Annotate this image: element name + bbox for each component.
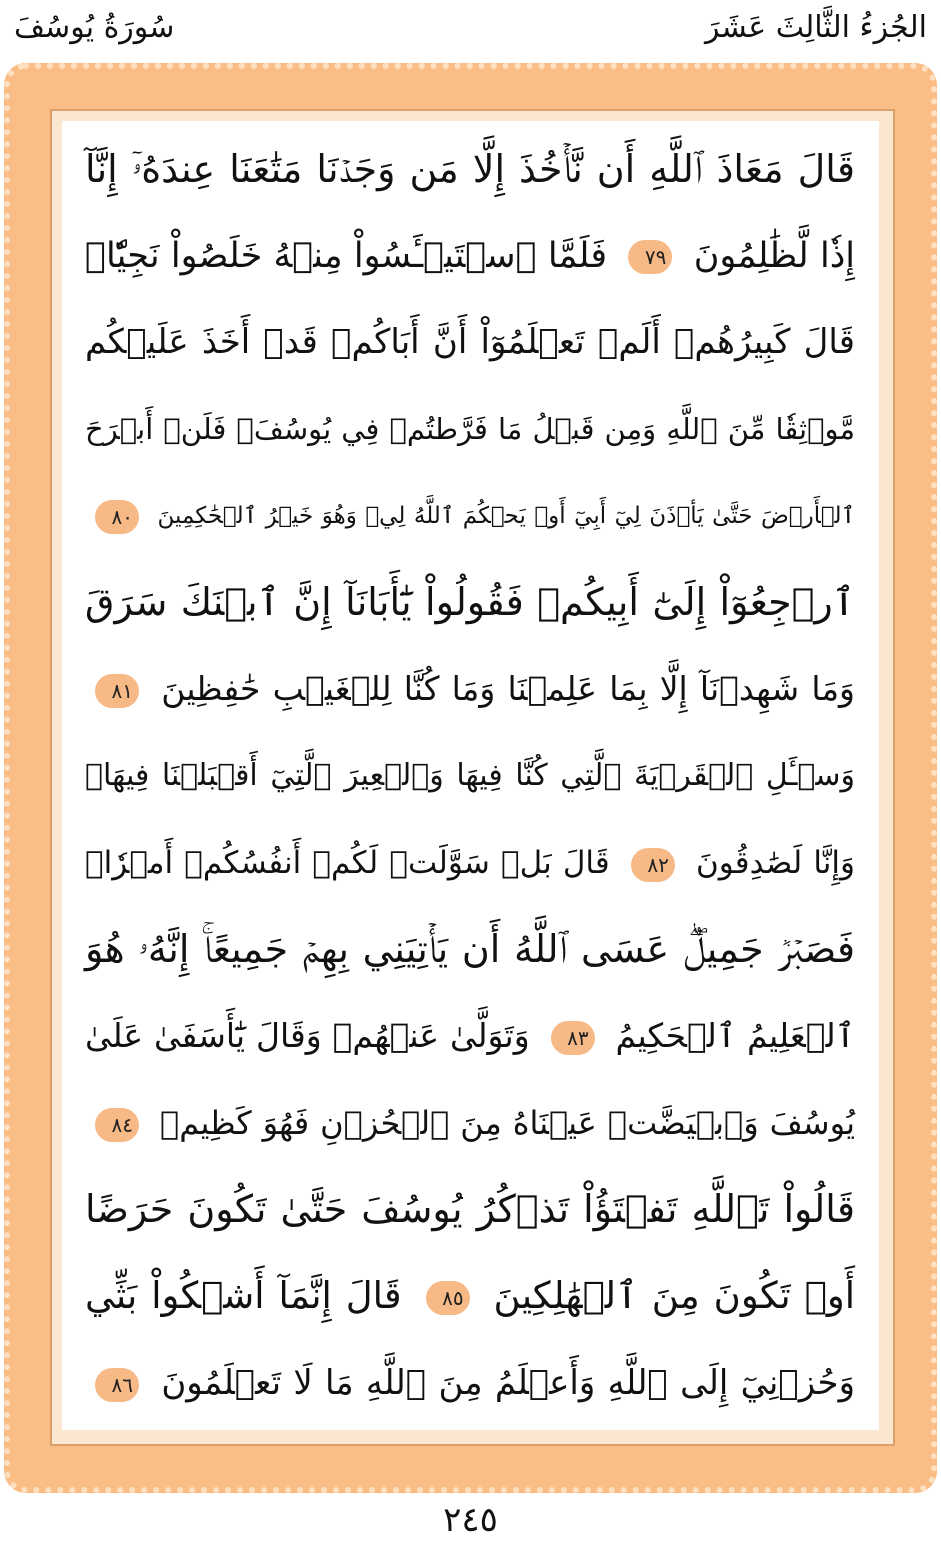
verse-text: قَالُواْ تَٱللَّهِ تَفۡتَؤُاْ تَذۡكُرُ يُوسُفَ حَتَّىٰ تَكُونَ حَرَضًا bbox=[85, 1187, 855, 1231]
surah-name: سُورَةُ يُوسُفَ bbox=[14, 10, 175, 45]
text-line-9 bbox=[85, 823, 855, 903]
verse-text: فَلَمَّا ٱسۡتَيۡـَٔسُواْ مِنۡهُ خَلَصُواْ نَجِيّٗاۖ bbox=[85, 236, 608, 276]
verse-text: قَالَ إِنَّمَآ أَشۡكُواْ بَثِّي bbox=[85, 1274, 402, 1317]
text-line-3 bbox=[85, 302, 855, 382]
text-line-7 bbox=[85, 649, 855, 729]
text-line-1 bbox=[85, 129, 855, 209]
ayah-number-marker: ٨٥ bbox=[426, 1281, 470, 1315]
verse-text: قَالَ بَلۡ سَوَّلَتۡ لَكُمۡ أَنفُسُكُمۡ أَمۡرٗاۖ bbox=[85, 845, 610, 881]
verse-text: قَالَ كَبِيرُهُمۡ أَلَمۡ تَعۡلَمُوٓاْ أَنَّ أَبَاكُمۡ قَدۡ أَخَذَ عَلَيۡكُم bbox=[85, 322, 855, 362]
text-line-12 bbox=[85, 1083, 855, 1163]
verse-text: وَحُزۡنِيٓ إِلَى ٱللَّهِ وَأَعۡلَمُ مِنَ ٱللَّهِ مَا لَا تَعۡلَمُونَ bbox=[161, 1363, 855, 1403]
verse-text: ٱرۡجِعُوٓاْ إِلَىٰٓ أَبِيكُمۡ فَقُولُواْ يَٰٓأَبَانَآ إِنَّ ٱبۡنَكَ سَرَقَ bbox=[85, 580, 855, 624]
page-header bbox=[0, 0, 941, 60]
verse-text: وَإِنَّا لَصَٰدِقُونَ bbox=[695, 845, 855, 881]
verse-text: ٱلۡأَرۡضَ حَتَّىٰ يَأۡذَنَ لِيٓ أَبِيٓ أَوۡ يَحۡكُمَ ٱللَّهُ لِيۖ وَهُوَ خَيۡرُ ٱلۡحَٰكِمِينَ bbox=[157, 503, 855, 529]
verse-text: ٱلۡعَلِيمُ ٱلۡحَكِيمُ bbox=[615, 1016, 855, 1055]
verse-text: أَوۡ تَكُونَ مِنَ ٱلۡهَٰلِكِينَ bbox=[493, 1274, 855, 1317]
verse-text: يُوسُفَ وَٱبۡيَضَّتۡ عَيۡنَاهُ مِنَ ٱلۡحُزۡنِ فَهُوَ كَظِيمٞ bbox=[159, 1104, 856, 1142]
verse-text: قَالَ مَعَاذَ ٱللَّهِ أَن نَّأۡخُذَ إِلَّا مَن وَجَدۡنَا مَتَٰعَنَا عِندَهُۥٓ إِنَّآ bbox=[85, 147, 855, 191]
ayah-number-marker: ٨١ bbox=[95, 674, 139, 708]
ayah-number-marker: ٨٢ bbox=[631, 848, 675, 882]
ayah-number-marker: ٨٣ bbox=[551, 1021, 595, 1055]
verse-text: مَّوۡثِقٗا مِّنَ ٱللَّهِ وَمِن قَبۡلُ مَا فَرَّطتُمۡ فِي يُوسُفَۖ فَلَنۡ أَبۡرَحَ bbox=[85, 412, 855, 446]
verse-text: وَتَوَلَّىٰ عَنۡهُمۡ وَقَالَ يَٰٓأَسَفَىٰ عَلَىٰ bbox=[85, 1016, 530, 1055]
juz-name: الجُزءُ الثَّالِثَ عَشَرَ bbox=[704, 10, 927, 45]
verse-text: وَمَا شَهِدۡنَآ إِلَّا بِمَا عَلِمۡنَا وَمَا كُنَّا لِلۡغَيۡبِ حَٰفِظِينَ bbox=[161, 669, 855, 708]
text-line-6 bbox=[85, 562, 855, 642]
text-line-2 bbox=[85, 216, 855, 296]
text-line-11 bbox=[85, 996, 855, 1076]
verse-text: إِذٗا لَّظَٰلِمُونَ bbox=[693, 236, 855, 276]
verse-text: وَسۡـَٔلِ ٱلۡقَرۡيَةَ ٱلَّتِي كُنَّا فِيهَا وَٱلۡعِيرَ ٱلَّتِيٓ أَقۡبَلۡنَا فِيهَاۖ bbox=[85, 758, 855, 793]
text-line-5 bbox=[85, 476, 855, 556]
ayah-number-marker: ٧٩ bbox=[628, 240, 672, 274]
text-line-14 bbox=[85, 1256, 855, 1336]
ayah-number-marker: ٨٤ bbox=[95, 1108, 139, 1142]
text-line-8 bbox=[85, 736, 855, 816]
text-line-4 bbox=[85, 389, 855, 469]
text-line-10 bbox=[85, 909, 855, 989]
ayah-number-marker: ٨٦ bbox=[95, 1368, 139, 1402]
text-line-13 bbox=[85, 1169, 855, 1249]
ayah-number-marker: ٨٠ bbox=[95, 500, 139, 534]
quran-page-text bbox=[62, 121, 879, 1430]
verse-text: فَصَبۡرٞ جَمِيلٌۖ عَسَى ٱللَّهُ أَن يَأۡتِيَنِي بِهِمۡ جَمِيعًاۚ إِنَّهُۥ هُوَ bbox=[85, 927, 855, 971]
page-number: ٢٤٥ bbox=[443, 1500, 498, 1540]
text-line-15 bbox=[85, 1343, 855, 1423]
